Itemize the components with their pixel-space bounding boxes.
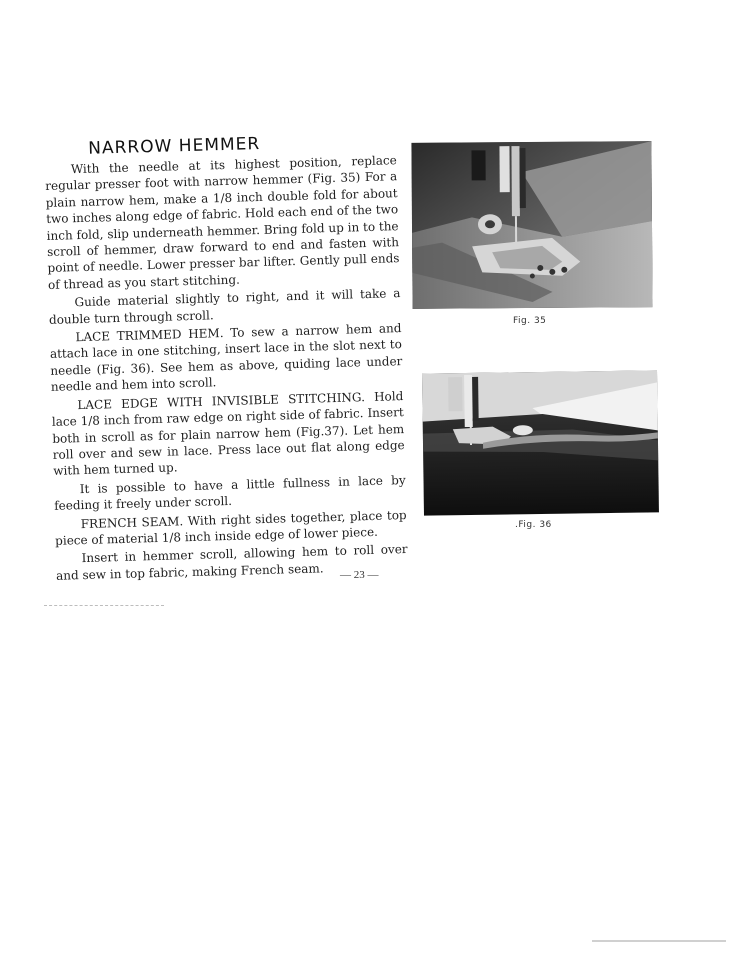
paragraph-intro: With the needle at its highest position, replace regular presser foot with narrow hemmer (Fig. 35) For a plain narrow hem, make a 1/8 inch double fold for about two inches along edge of fabric. Hold each end of the two inch fold, slip underneath hemmer. Bring fold up in to the scroll of hemmer, draw forward to end and fasten with point of needle. Lower presser bar lifter. Gently pull ends of thread as you start stitching.	[45, 153, 400, 292]
scan-edge-mark	[44, 605, 164, 606]
section-title: NARROW HEMMER	[87, 133, 261, 159]
paragraph-french-seam: FRENCH SEAM. With right sides together, place top piece of material 1/8 inch inside edge of lower piece.	[54, 507, 407, 548]
scan-edge-mark-bottom	[592, 940, 726, 942]
paragraph-guide: Guide material slightly to right, and it will take a double turn through scroll.	[48, 286, 401, 327]
sewing-machine-hemmer-photo	[411, 141, 652, 309]
paragraph-lace-edge: LACE EDGE WITH INVISIBLE STITCHING. Hold lace 1/8 inch from raw edge on right side of fabric. Insert both in scroll as for plain narrow hem (Fig.37). Let hem roll over and sew in lace. Press lace out flat along edge with hem turned up.	[51, 388, 405, 479]
sewing-machine-lace-photo	[422, 370, 659, 515]
figure-35-photo	[411, 141, 652, 309]
figure-36-caption: .Fig. 36	[515, 520, 552, 530]
paragraph-insert-scroll: Insert in hemmer scroll, allowing hem to roll over and sew in top fabric, making French seam.	[55, 542, 408, 583]
page-number: — 23 —	[340, 569, 379, 581]
figure-36-photo	[422, 370, 659, 515]
text-column	[44, 130, 408, 584]
paragraph-fullness: It is possible to have a little fullness in lace by feeding it freely under scroll.	[54, 472, 406, 513]
paragraph-lace-trimmed-hem: LACE TRIMMED HEM. To sew a narrow hem and attach lace in one stitching, insert lace in the slot next to needle (Fig. 36). See hem as above, quiding lace under needle and hem into scroll.	[49, 321, 403, 395]
figure-35-caption: Fig. 35	[513, 316, 547, 326]
